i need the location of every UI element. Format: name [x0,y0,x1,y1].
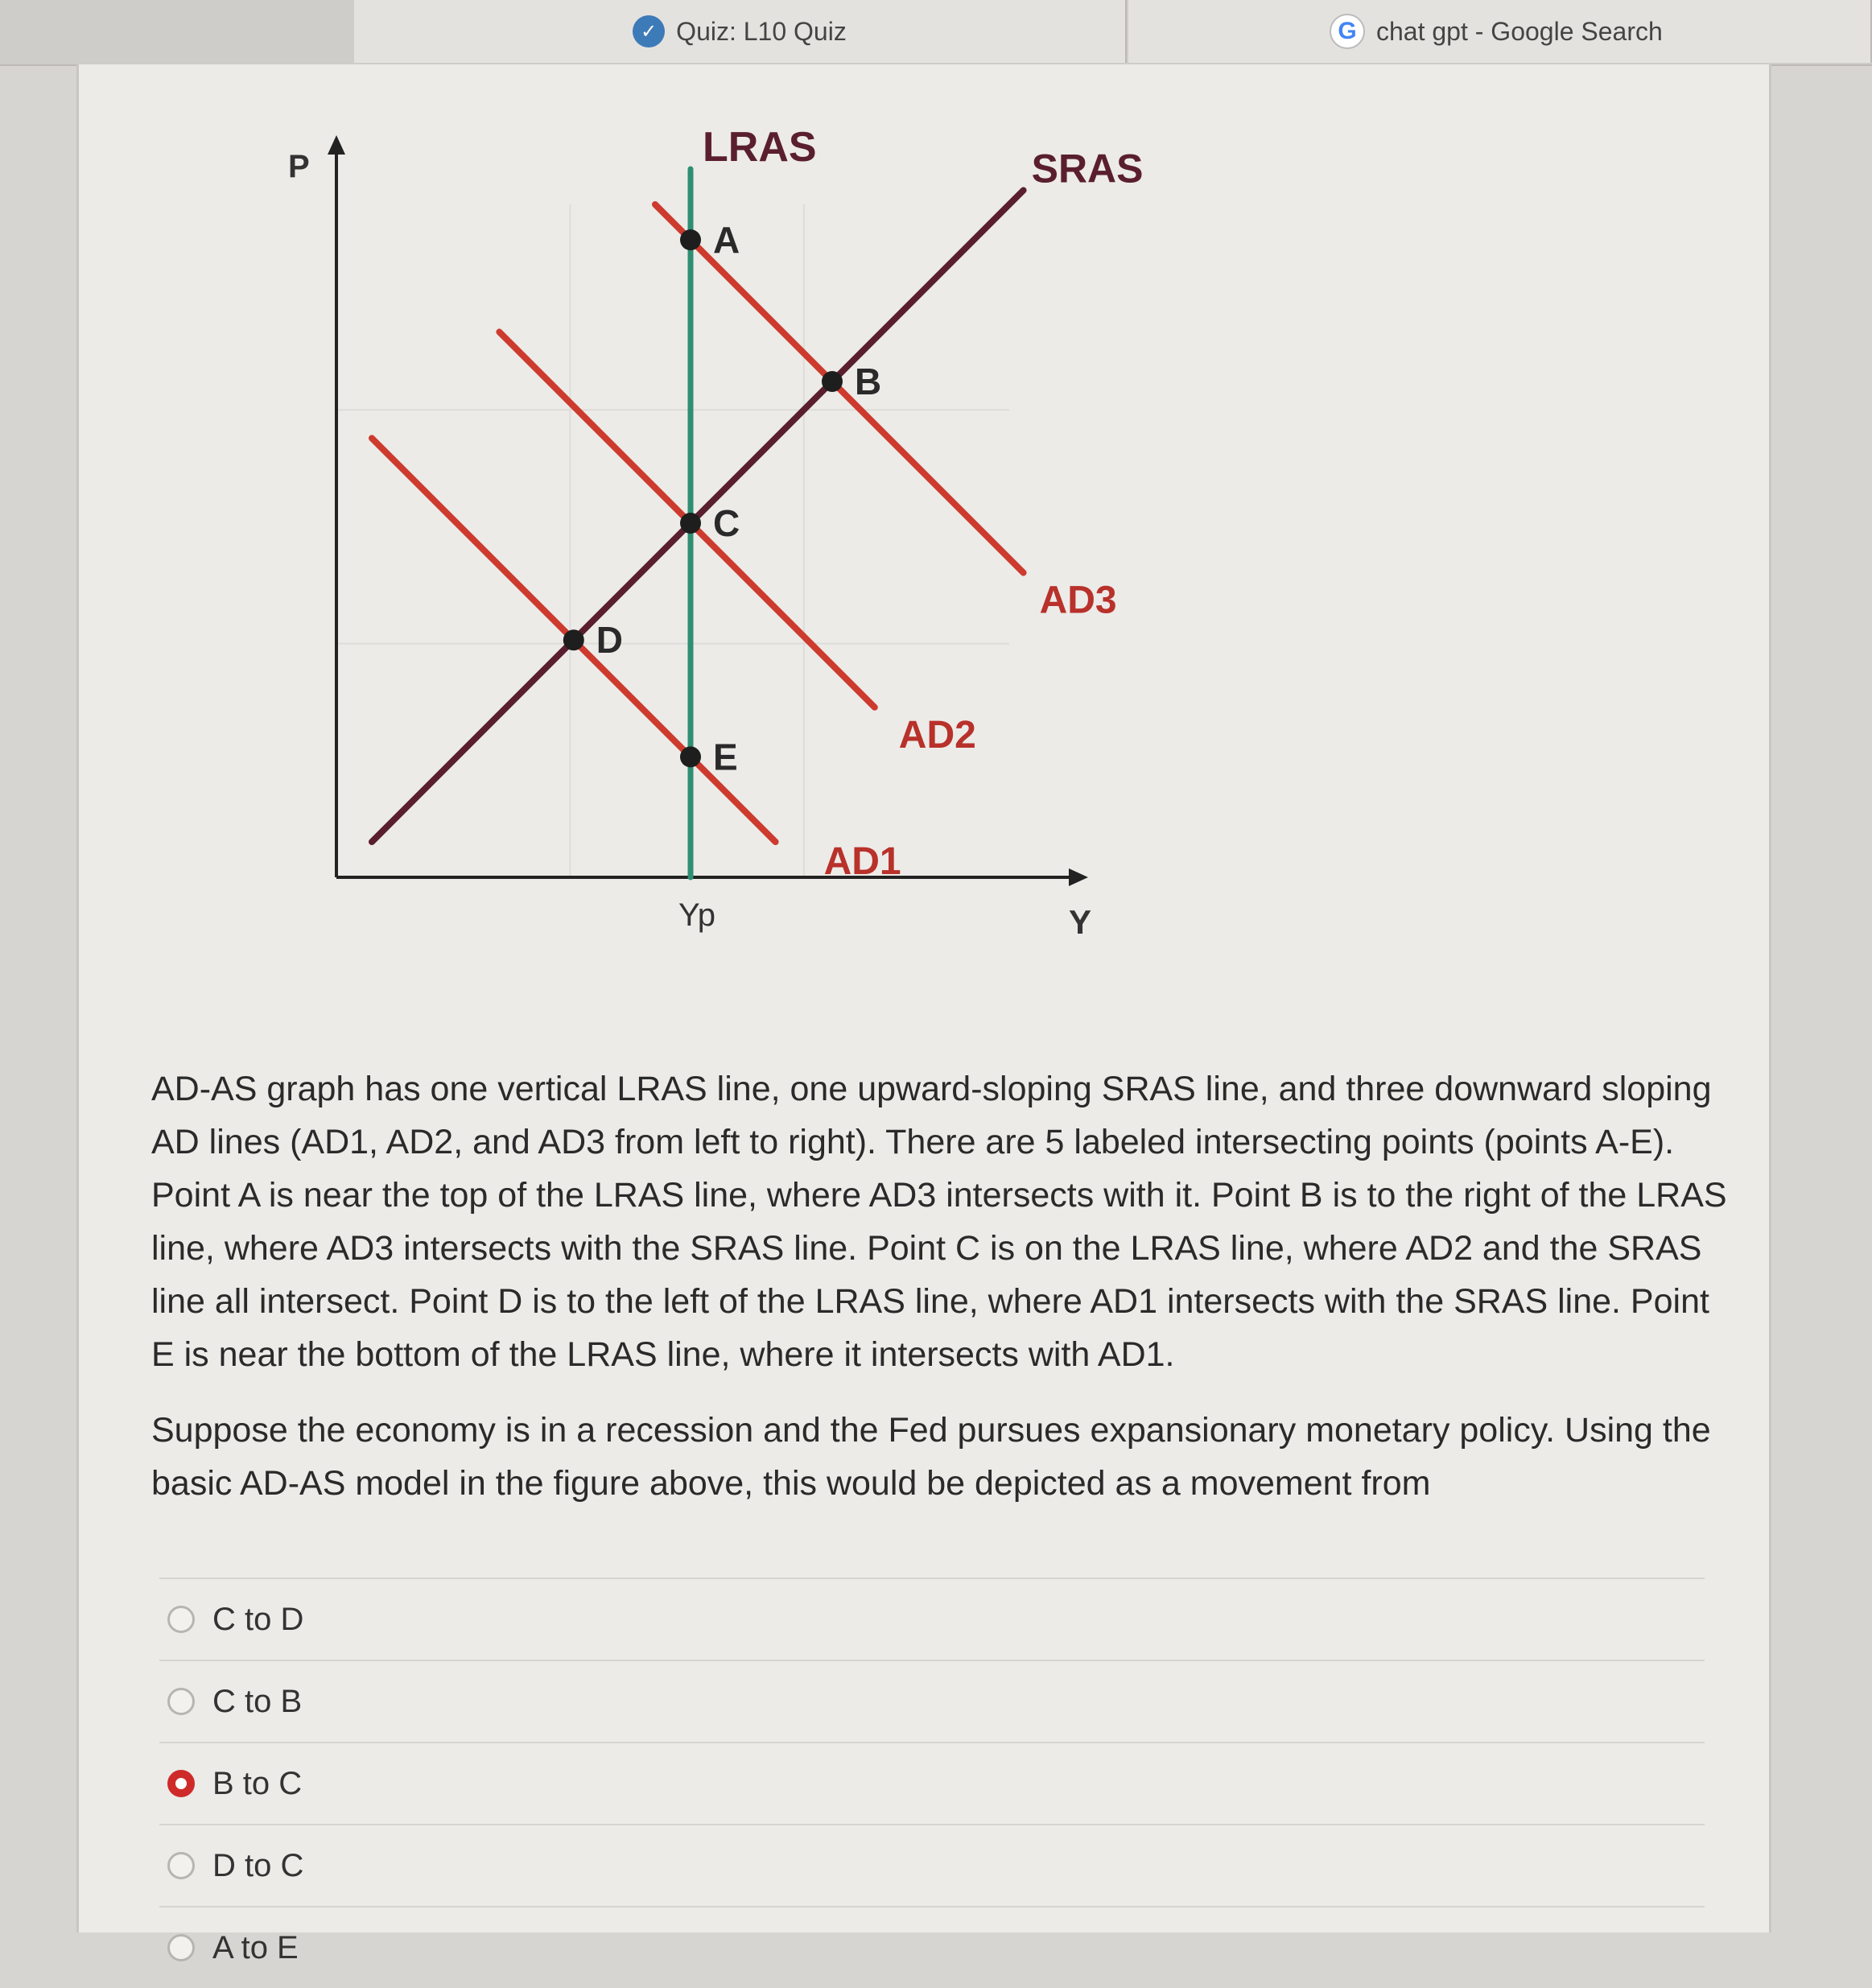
point-c [680,513,701,534]
option-a-to-e[interactable] [159,1906,1705,1988]
point-label-a: A [713,219,740,261]
series-label-ad3: AD3 [1039,579,1117,622]
browser-tab-bar [0,0,1872,66]
radio-b-to-c[interactable] [167,1770,195,1797]
radio-d-to-c[interactable] [167,1852,195,1879]
radio-c-to-d[interactable] [167,1606,195,1633]
y-axis-label: P [288,149,310,184]
tab-google-label: chat gpt - Google Search [1376,16,1663,46]
option-c-to-b[interactable] [159,1660,1705,1742]
option-label: B to C [212,1765,303,1801]
option-label: D to C [212,1847,304,1883]
x-tick-label-yp: Yp [678,897,715,933]
question-prompt: Suppose the economy is in a recession and the Fed pursues expansionary monetary policy. Using the basic AD-AS model in the figure above, this would be depicted as a movement from [151,1411,1711,1503]
point-d [563,629,584,650]
tab-google-search[interactable] [1128,0,1872,63]
option-d-to-c[interactable] [159,1824,1705,1906]
google-icon: G [1330,14,1365,49]
ad-as-graph [79,64,1144,966]
x-axis-arrow [1069,868,1088,886]
option-label: A to E [212,1929,299,1965]
y-axis-arrow [328,135,345,155]
answer-options [159,1578,1705,1988]
question-text [151,1062,1729,1532]
point-e [680,746,701,767]
quiz-icon: ✓ [633,15,665,47]
tab-quiz[interactable] [354,0,1127,63]
series-label-sras: SRAS [1031,146,1144,192]
series-label-ad1: AD1 [823,840,901,883]
point-b [822,371,843,392]
series-label-ad2: AD2 [898,713,976,757]
tab-quiz-label: Quiz: L10 Quiz [676,16,847,46]
option-label: C to D [212,1601,304,1637]
option-label: C to B [212,1683,303,1719]
quiz-page [76,64,1771,1965]
x-axis-label: Y [1069,903,1092,941]
point-label-e: E [713,736,738,778]
option-c-to-d[interactable] [159,1578,1705,1660]
point-a [680,229,701,250]
radio-a-to-e[interactable] [167,1934,195,1961]
point-label-d: D [596,619,624,662]
point-label-b: B [855,361,882,402]
question-description: AD-AS graph has one vertical LRAS line, one upward-sloping SRAS line, and three downward sloping AD lines (AD1, AD2, and AD3 from left to right). There are 5 labeled intersecting points (points A-E). Point A is near the top of the LRAS line, where AD3 intersects with it. Point B is to the right of the LRAS line, where AD3 intersects with the SRAS line. Point C is on the LRAS line, where AD2 and the SRAS line all intersect. Point D is to the left of the LRAS line, where AD1 intersects with the SRAS line. Point E is near the bottom of the LRAS line, where it intersects with AD1. [151,1070,1727,1374]
point-label-c: C [713,502,740,544]
option-b-to-c[interactable] [159,1742,1705,1824]
series-label-lras: LRAS [703,124,817,171]
radio-c-to-b[interactable] [167,1688,195,1715]
